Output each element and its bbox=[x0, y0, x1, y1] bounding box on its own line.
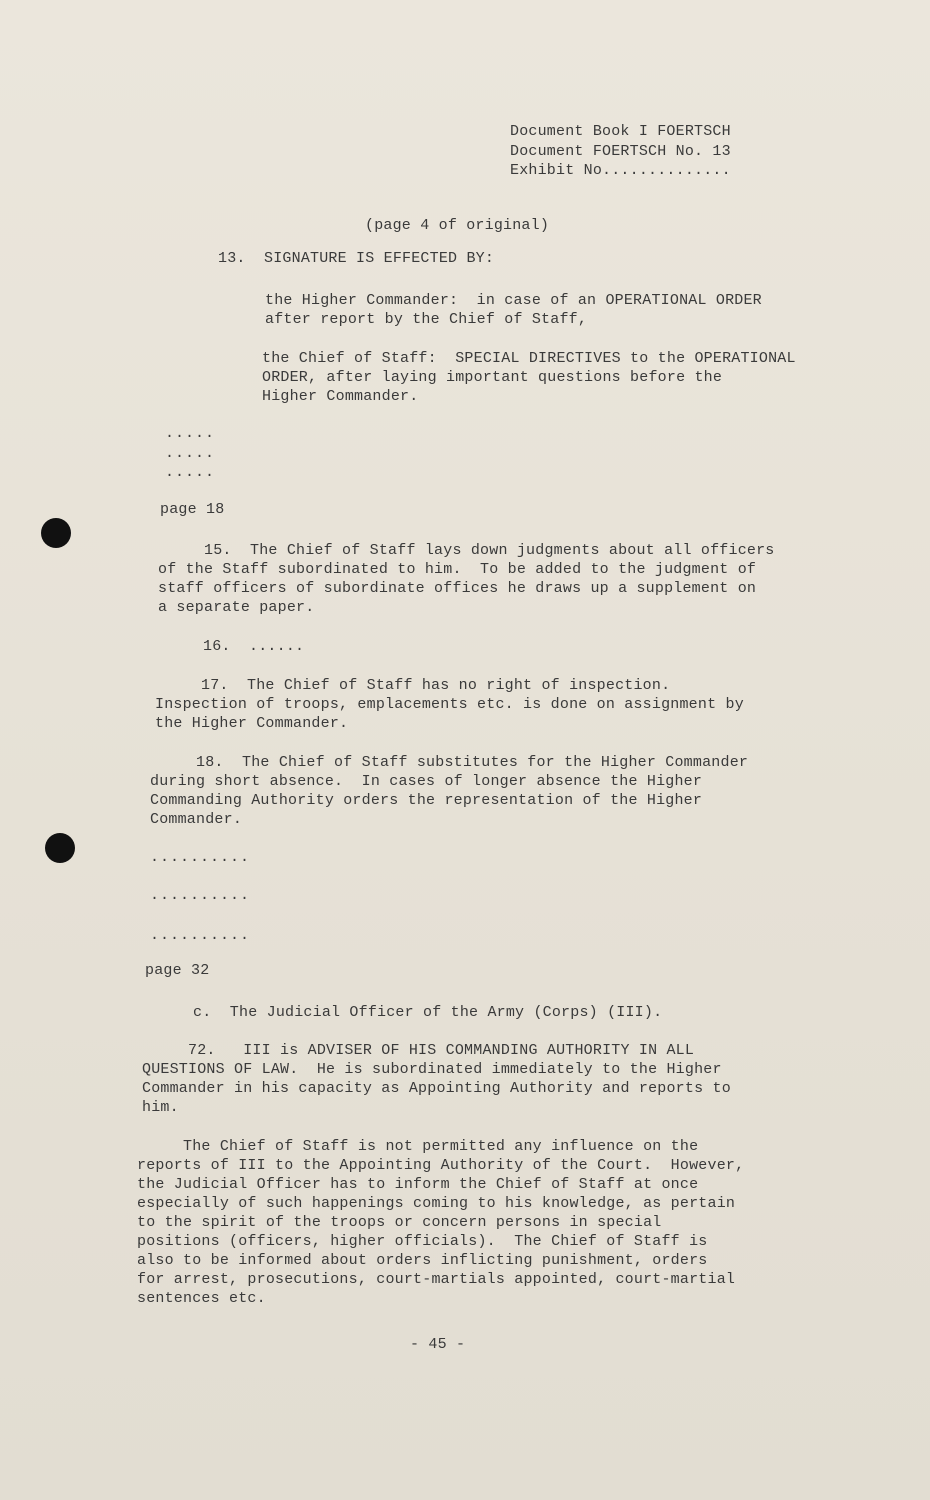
paragraph-15: 15. The Chief of Staff lays down judgments about all officers of the Staff subordinated to him. To be added to the judgment of staff officers of subordinate offices he draws up a supplement on a separate paper. bbox=[158, 542, 775, 616]
ellipsis-line: .......... bbox=[150, 887, 251, 904]
section-13-higher-commander: the Higher Commander: in case of an OPERATIONAL ORDER after report by the Chief of Staff, bbox=[265, 292, 762, 328]
ellipsis-line: .......... bbox=[150, 849, 251, 866]
page-note: (page 4 of original) bbox=[365, 217, 550, 234]
paragraph-72: 72. III is ADVISER OF HIS COMMANDING AUTHORITY IN ALL QUESTIONS OF LAW. He is subordinated immediately to the Higher Commander in his capacity as Appointing Authority and reports to him. bbox=[142, 1042, 731, 1116]
paragraph-18: 18. The Chief of Staff substitutes for the Higher Commander during short absence. In cases of longer absence the Higher Commanding Authority orders the representation of the Higher Commander. bbox=[150, 754, 749, 828]
section-13-heading: 13. SIGNATURE IS EFFECTED BY: bbox=[218, 250, 495, 267]
paragraph-chief-of-staff-influence: The Chief of Staff is not permitted any influence on the reports of III to the Appointing Authority of the Court. However, the Judicial Officer has to inform the Chief of Staff at once especially of such happenings coming to his knowledge, as pertain to the spirit of the troops or concern persons in special positions (officers, higher officials). The Chief of Staff is also to be informed about orders inflicting punishment, orders for arrest, prosecutions, court-martials appointed, court-martial sentences etc. bbox=[137, 1138, 745, 1307]
ellipsis-line: ..... bbox=[165, 464, 216, 481]
header-line-3: Exhibit No.............. bbox=[510, 162, 731, 179]
paragraph-16: 16. ...... bbox=[203, 638, 305, 655]
header-line-2: Document FOERTSCH No. 13 bbox=[510, 143, 731, 160]
page-number: - 45 - bbox=[410, 1336, 466, 1353]
ellipsis-line: ..... bbox=[165, 445, 216, 462]
section-13-chief-of-staff: the Chief of Staff: SPECIAL DIRECTIVES to the OPERATIONAL ORDER, after laying important questions before the Higher Commander. bbox=[262, 350, 796, 405]
page-18-label: page 18 bbox=[160, 501, 225, 518]
header-line-1: Document Book I FOERTSCH bbox=[510, 123, 731, 140]
ellipsis-line: .......... bbox=[150, 927, 251, 944]
page-32-label: page 32 bbox=[145, 962, 210, 979]
punch-hole-bottom bbox=[45, 833, 75, 863]
paragraph-c: c. The Judicial Officer of the Army (Corps) (III). bbox=[193, 1004, 663, 1021]
paragraph-17: 17. The Chief of Staff has no right of inspection. Inspection of troops, emplacements etc. is done on assignment by the Higher Commander. bbox=[155, 677, 744, 732]
punch-hole-top bbox=[41, 518, 71, 548]
ellipsis-line: ..... bbox=[165, 425, 216, 442]
